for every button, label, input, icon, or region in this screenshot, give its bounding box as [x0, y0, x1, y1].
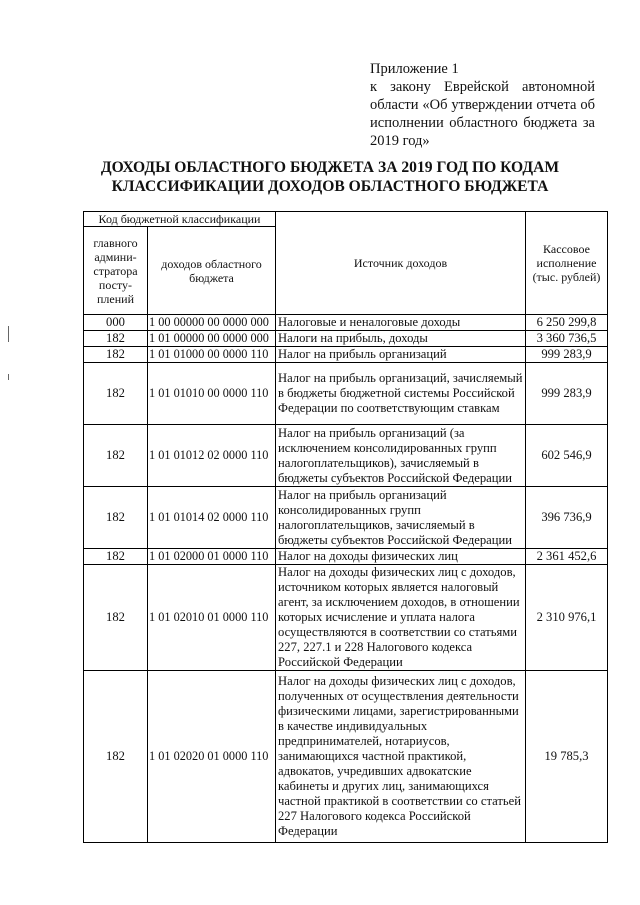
- scan-mark: [8, 326, 9, 342]
- page-title: [60, 158, 600, 196]
- revenue-code-cell: 1 01 00000 00 0000 000: [148, 331, 276, 347]
- header-revenue-code: доходов областного бюджета: [148, 227, 276, 315]
- revenue-code-cell: 1 01 01000 00 0000 110: [148, 347, 276, 363]
- admin-code-cell: 182: [84, 671, 148, 843]
- title-line-1: ДОХОДЫ ОБЛАСТНОГО БЮДЖЕТА ЗА 2019 ГОД ПО КОДАМ: [100, 159, 560, 176]
- table-row: [84, 331, 608, 347]
- header-amount: Кассовое исполнение (тыс. рублей): [526, 212, 608, 315]
- revenue-code-cell: 1 01 01010 00 0000 110: [148, 363, 276, 425]
- table-row: [84, 425, 608, 487]
- amount-cell: 2 310 976,1: [526, 565, 608, 671]
- header-row: [84, 212, 608, 227]
- source-name-cell: Налоги на прибыль, доходы: [276, 331, 526, 347]
- table-row: [84, 487, 608, 549]
- amount-cell: 396 736,9: [526, 487, 608, 549]
- scan-mark: [8, 374, 9, 380]
- amount-cell: 19 785,3: [526, 671, 608, 843]
- appendix-note: [370, 60, 595, 150]
- source-name-cell: Налог на прибыль организаций, зачисляемый в бюджеты бюджетной системы Российской Федерации по соответствующим ставкам: [276, 363, 526, 425]
- header-code-group: Код бюджетной классификации: [84, 212, 276, 227]
- admin-code-cell: 182: [84, 347, 148, 363]
- revenue-code-cell: 1 01 02020 01 0000 110: [148, 671, 276, 843]
- amount-cell: 2 361 452,6: [526, 549, 608, 565]
- table-row: [84, 363, 608, 425]
- admin-code-cell: 182: [84, 487, 148, 549]
- amount-cell: 999 283,9: [526, 347, 608, 363]
- revenue-code-cell: 1 01 01014 02 0000 110: [148, 487, 276, 549]
- revenue-table: [83, 211, 608, 843]
- table-row: [84, 549, 608, 565]
- admin-code-cell: 182: [84, 549, 148, 565]
- header-admin: главного админи-стратора посту-плений: [84, 227, 148, 315]
- amount-cell: 602 546,9: [526, 425, 608, 487]
- admin-code-cell: 182: [84, 565, 148, 671]
- amount-cell: 999 283,9: [526, 363, 608, 425]
- revenue-code-cell: 1 00 00000 00 0000 000: [148, 315, 276, 331]
- source-name-cell: Налог на доходы физических лиц с доходов, полученных от осуществления деятельности физическими лицами, зарегистрированными в качестве индивидуальных предпринимателей, нотариусов, занимающихся частной практикой, адвокатов, учредивших адвокатские кабинеты и других лиц, занимающихся частной практикой в соответствии со статьей 227 Налогового кодекса Российской Федерации: [276, 671, 526, 843]
- admin-code-cell: 182: [84, 363, 148, 425]
- amount-cell: 3 360 736,5: [526, 331, 608, 347]
- admin-code-cell: 182: [84, 331, 148, 347]
- revenue-code-cell: 1 01 02000 01 0000 110: [148, 549, 276, 565]
- source-name-cell: Налоговые и неналоговые доходы: [276, 315, 526, 331]
- table-row: [84, 347, 608, 363]
- source-name-cell: Налог на доходы физических лиц: [276, 549, 526, 565]
- header-source: Источник доходов: [276, 212, 526, 315]
- source-name-cell: Налог на прибыль организаций: [276, 347, 526, 363]
- appendix-number: Приложение 1: [370, 61, 459, 77]
- admin-code-cell: 182: [84, 425, 148, 487]
- appendix-law-reference: к закону Еврейской автономной области «Об утверждении отчета об исполнении областного бюджета за 2019 год»: [370, 79, 595, 149]
- table-row: [84, 671, 608, 843]
- revenue-code-cell: 1 01 01012 02 0000 110: [148, 425, 276, 487]
- table-row: [84, 315, 608, 331]
- table-row: [84, 565, 608, 671]
- revenue-code-cell: 1 01 02010 01 0000 110: [148, 565, 276, 671]
- admin-code-cell: 000: [84, 315, 148, 331]
- source-name-cell: Налог на прибыль организаций (за исключением консолидированных групп налогоплательщиков), зачисляемый в бюджеты субъектов Российской Федерации: [276, 425, 526, 487]
- amount-cell: 6 250 299,8: [526, 315, 608, 331]
- source-name-cell: Налог на прибыль организаций консолидированных групп налогоплательщиков, зачисляемый в бюджеты субъектов Российской Федерации: [276, 487, 526, 549]
- title-line-2: КЛАССИФИКАЦИИ ДОХОДОВ ОБЛАСТНОГО БЮДЖЕТА: [111, 178, 549, 195]
- source-name-cell: Налог на доходы физических лиц с доходов, источником которых является налоговый агент, за исключением доходов, в отношении которых исчисление и уплата налога осуществляются в соответствии со статьями 227, 227.1 и 228 Налогового кодекса Российской Федерации: [276, 565, 526, 671]
